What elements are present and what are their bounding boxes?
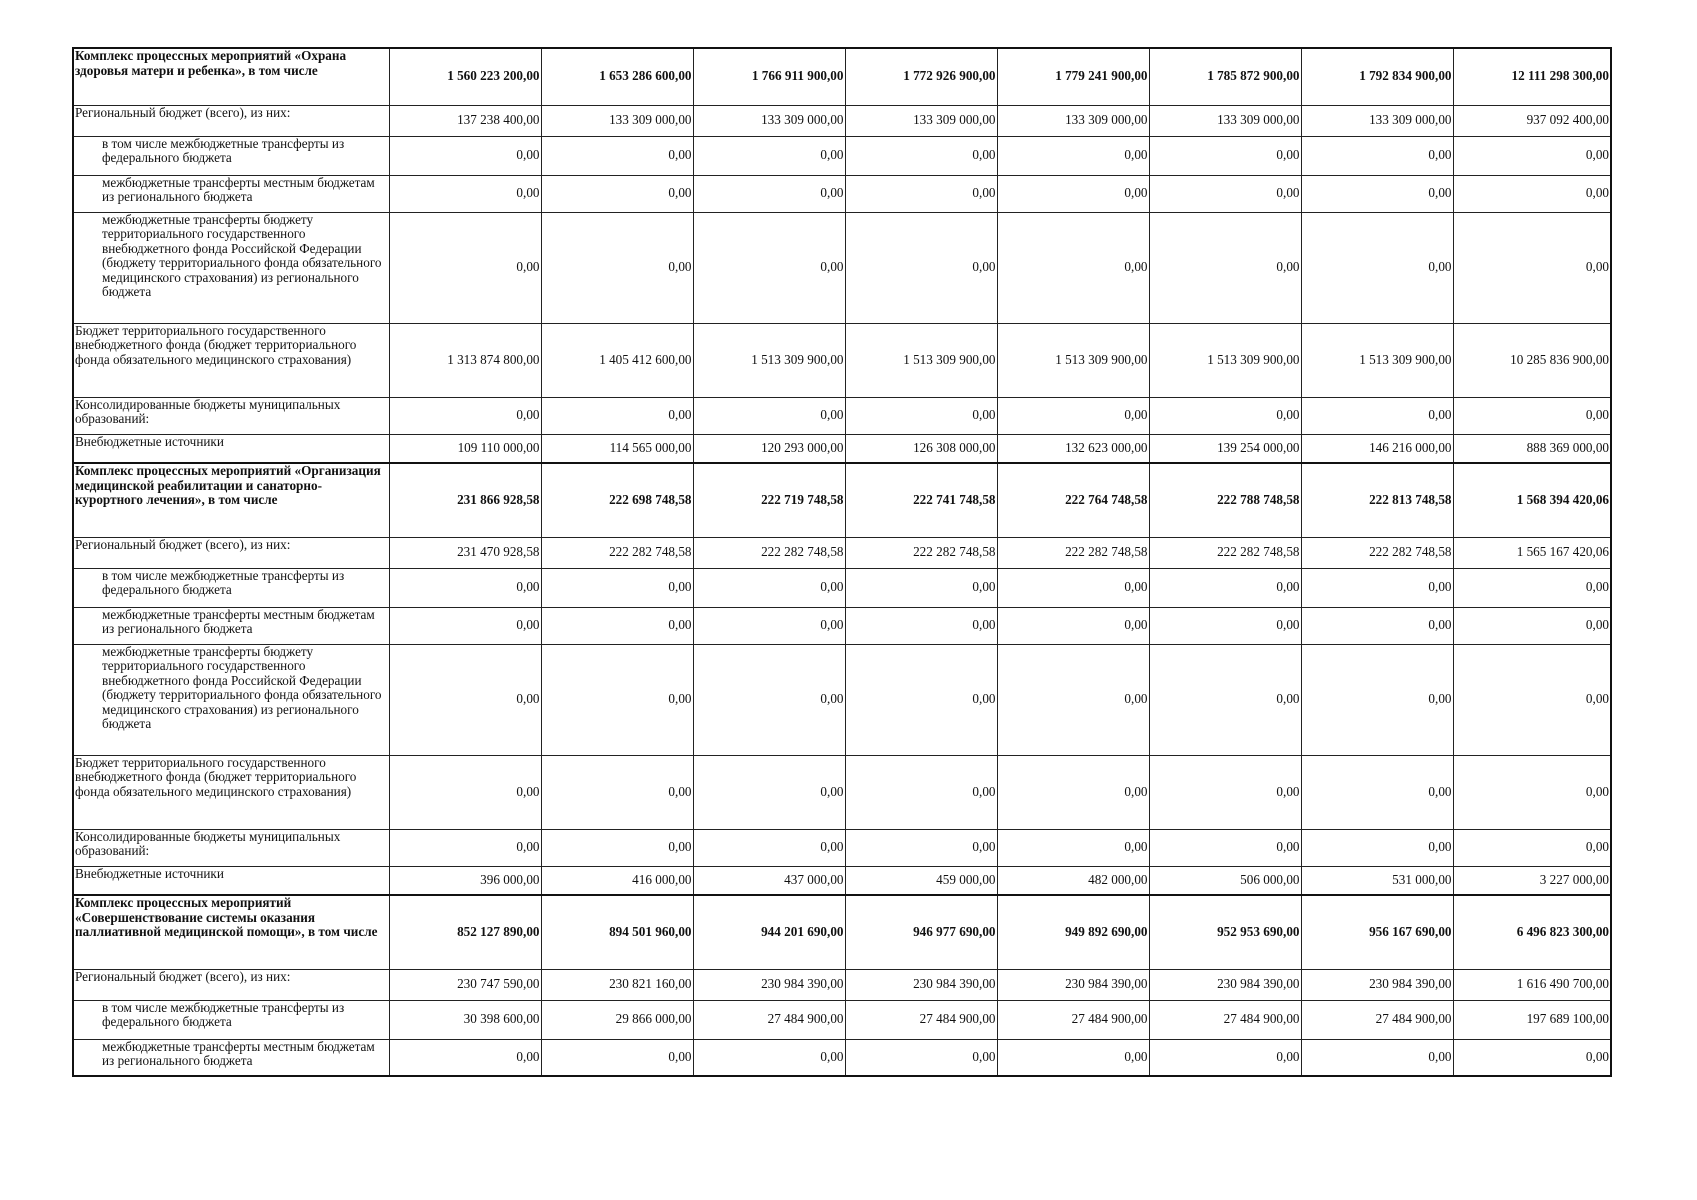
value-cell: 482 000,00 <box>997 866 1149 895</box>
value-cell: 1 766 911 900,00 <box>693 48 845 105</box>
value-cell: 506 000,00 <box>1149 866 1301 895</box>
row-label: Консолидированные бюджеты муниципальных образований: <box>73 829 389 866</box>
value-cell: 0,00 <box>997 397 1149 434</box>
value-cell: 0,00 <box>693 136 845 175</box>
total-cell: 6 496 823 300,00 <box>1453 895 1611 969</box>
value-cell: 0,00 <box>693 568 845 607</box>
value-cell: 0,00 <box>1301 607 1453 644</box>
value-cell: 0,00 <box>845 1039 997 1076</box>
value-cell: 0,00 <box>1149 175 1301 212</box>
value-cell: 459 000,00 <box>845 866 997 895</box>
value-cell: 0,00 <box>693 175 845 212</box>
value-cell: 0,00 <box>997 1039 1149 1076</box>
value-cell: 27 484 900,00 <box>693 1000 845 1039</box>
table-row <box>73 644 1611 755</box>
row-label: Бюджет территориального государственного внебюджетного фонда (бюджет территориального фонда обязательного медицинского страхования) <box>73 323 389 397</box>
value-cell: 222 282 748,58 <box>997 537 1149 568</box>
row-label: Комплекс процессных мероприятий «Совершенствование системы оказания паллиативной медицинской помощи», в том числе <box>73 895 389 969</box>
total-cell: 1 565 167 420,06 <box>1453 537 1611 568</box>
value-cell: 0,00 <box>845 212 997 323</box>
row-label: межбюджетные трансферты бюджету территориального государственного внебюджетного фонда Российской Федерации (бюджету территориального фонда обязательного медицинского страхования) из регионального бюджета <box>73 212 389 323</box>
table-row <box>73 829 1611 866</box>
row-label: Комплекс процессных мероприятий «Организация медицинской реабилитации и санаторно-курортного лечения», в том числе <box>73 463 389 537</box>
value-cell: 0,00 <box>997 644 1149 755</box>
value-cell: 0,00 <box>845 175 997 212</box>
value-cell: 0,00 <box>1149 607 1301 644</box>
value-cell: 952 953 690,00 <box>1149 895 1301 969</box>
table-row <box>73 105 1611 136</box>
total-cell: 10 285 836 900,00 <box>1453 323 1611 397</box>
value-cell: 0,00 <box>1301 755 1453 829</box>
value-cell: 222 698 748,58 <box>541 463 693 537</box>
value-cell: 0,00 <box>541 755 693 829</box>
value-cell: 27 484 900,00 <box>845 1000 997 1039</box>
value-cell: 222 282 748,58 <box>541 537 693 568</box>
value-cell: 0,00 <box>1301 397 1453 434</box>
value-cell: 852 127 890,00 <box>389 895 541 969</box>
value-cell: 0,00 <box>845 136 997 175</box>
row-label: Региональный бюджет (всего), из них: <box>73 105 389 136</box>
row-label: Региональный бюджет (всего), из них: <box>73 969 389 1000</box>
row-label: Консолидированные бюджеты муниципальных образований: <box>73 397 389 434</box>
table-row <box>73 323 1611 397</box>
value-cell: 1 653 286 600,00 <box>541 48 693 105</box>
value-cell: 137 238 400,00 <box>389 105 541 136</box>
value-cell: 139 254 000,00 <box>1149 434 1301 463</box>
table-row <box>73 866 1611 895</box>
value-cell: 0,00 <box>1301 136 1453 175</box>
table-row <box>73 136 1611 175</box>
value-cell: 0,00 <box>541 829 693 866</box>
value-cell: 0,00 <box>693 755 845 829</box>
value-cell: 0,00 <box>997 568 1149 607</box>
value-cell: 133 309 000,00 <box>997 105 1149 136</box>
value-cell: 0,00 <box>541 136 693 175</box>
value-cell: 0,00 <box>541 212 693 323</box>
value-cell: 0,00 <box>389 607 541 644</box>
value-cell: 222 719 748,58 <box>693 463 845 537</box>
value-cell: 1 513 309 900,00 <box>997 323 1149 397</box>
value-cell: 0,00 <box>1149 568 1301 607</box>
total-cell: 0,00 <box>1453 755 1611 829</box>
total-cell: 0,00 <box>1453 212 1611 323</box>
value-cell: 0,00 <box>1149 755 1301 829</box>
value-cell: 230 984 390,00 <box>997 969 1149 1000</box>
value-cell: 946 977 690,00 <box>845 895 997 969</box>
value-cell: 1 513 309 900,00 <box>845 323 997 397</box>
value-cell: 949 892 690,00 <box>997 895 1149 969</box>
value-cell: 0,00 <box>845 607 997 644</box>
row-label: межбюджетные трансферты местным бюджетам из регионального бюджета <box>73 1039 389 1076</box>
value-cell: 1 313 874 800,00 <box>389 323 541 397</box>
value-cell: 222 764 748,58 <box>997 463 1149 537</box>
value-cell: 29 866 000,00 <box>541 1000 693 1039</box>
row-label: межбюджетные трансферты местным бюджетам из регионального бюджета <box>73 607 389 644</box>
value-cell: 132 623 000,00 <box>997 434 1149 463</box>
value-cell: 0,00 <box>1149 829 1301 866</box>
value-cell: 27 484 900,00 <box>1149 1000 1301 1039</box>
value-cell: 0,00 <box>997 829 1149 866</box>
value-cell: 0,00 <box>1149 1039 1301 1076</box>
value-cell: 0,00 <box>997 212 1149 323</box>
value-cell: 0,00 <box>389 1039 541 1076</box>
total-cell: 0,00 <box>1453 136 1611 175</box>
value-cell: 0,00 <box>389 755 541 829</box>
value-cell: 0,00 <box>541 397 693 434</box>
value-cell: 0,00 <box>693 212 845 323</box>
value-cell: 222 282 748,58 <box>1149 537 1301 568</box>
value-cell: 0,00 <box>997 136 1149 175</box>
value-cell: 0,00 <box>389 829 541 866</box>
value-cell: 531 000,00 <box>1301 866 1453 895</box>
total-cell: 12 111 298 300,00 <box>1453 48 1611 105</box>
value-cell: 0,00 <box>541 607 693 644</box>
value-cell: 437 000,00 <box>693 866 845 895</box>
budget-table <box>72 47 1612 1077</box>
total-cell: 3 227 000,00 <box>1453 866 1611 895</box>
value-cell: 222 788 748,58 <box>1149 463 1301 537</box>
value-cell: 133 309 000,00 <box>1301 105 1453 136</box>
table-row <box>73 212 1611 323</box>
total-cell: 937 092 400,00 <box>1453 105 1611 136</box>
value-cell: 0,00 <box>1301 829 1453 866</box>
table-section-row <box>73 463 1611 537</box>
value-cell: 0,00 <box>693 1039 845 1076</box>
value-cell: 0,00 <box>1149 136 1301 175</box>
value-cell: 27 484 900,00 <box>997 1000 1149 1039</box>
value-cell: 0,00 <box>541 568 693 607</box>
value-cell: 0,00 <box>1301 175 1453 212</box>
value-cell: 222 813 748,58 <box>1301 463 1453 537</box>
total-cell: 0,00 <box>1453 644 1611 755</box>
value-cell: 0,00 <box>693 644 845 755</box>
total-cell: 1 568 394 420,06 <box>1453 463 1611 537</box>
table-body <box>73 48 1611 1076</box>
value-cell: 231 866 928,58 <box>389 463 541 537</box>
total-cell: 888 369 000,00 <box>1453 434 1611 463</box>
value-cell: 27 484 900,00 <box>1301 1000 1453 1039</box>
table-row <box>73 568 1611 607</box>
value-cell: 0,00 <box>1149 644 1301 755</box>
value-cell: 109 110 000,00 <box>389 434 541 463</box>
value-cell: 133 309 000,00 <box>541 105 693 136</box>
value-cell: 30 398 600,00 <box>389 1000 541 1039</box>
value-cell: 1 560 223 200,00 <box>389 48 541 105</box>
table-row <box>73 537 1611 568</box>
row-label: в том числе межбюджетные трансферты из федерального бюджета <box>73 136 389 175</box>
total-cell: 0,00 <box>1453 1039 1611 1076</box>
row-label: Внебюджетные источники <box>73 434 389 463</box>
value-cell: 0,00 <box>1149 397 1301 434</box>
value-cell: 0,00 <box>1301 1039 1453 1076</box>
table-section-row <box>73 895 1611 969</box>
value-cell: 230 821 160,00 <box>541 969 693 1000</box>
total-cell: 1 616 490 700,00 <box>1453 969 1611 1000</box>
table-row <box>73 397 1611 434</box>
value-cell: 1 772 926 900,00 <box>845 48 997 105</box>
value-cell: 0,00 <box>389 136 541 175</box>
row-label: в том числе межбюджетные трансферты из федерального бюджета <box>73 1000 389 1039</box>
value-cell: 1 779 241 900,00 <box>997 48 1149 105</box>
value-cell: 956 167 690,00 <box>1301 895 1453 969</box>
total-cell: 0,00 <box>1453 568 1611 607</box>
value-cell: 0,00 <box>1301 212 1453 323</box>
value-cell: 1 785 872 900,00 <box>1149 48 1301 105</box>
value-cell: 0,00 <box>845 397 997 434</box>
value-cell: 222 282 748,58 <box>845 537 997 568</box>
value-cell: 1 513 309 900,00 <box>693 323 845 397</box>
value-cell: 0,00 <box>997 607 1149 644</box>
row-label: в том числе межбюджетные трансферты из федерального бюджета <box>73 568 389 607</box>
value-cell: 944 201 690,00 <box>693 895 845 969</box>
table-row <box>73 607 1611 644</box>
value-cell: 230 984 390,00 <box>693 969 845 1000</box>
row-label: межбюджетные трансферты местным бюджетам из регионального бюджета <box>73 175 389 212</box>
value-cell: 0,00 <box>693 397 845 434</box>
value-cell: 133 309 000,00 <box>1149 105 1301 136</box>
value-cell: 230 984 390,00 <box>845 969 997 1000</box>
value-cell: 0,00 <box>1149 212 1301 323</box>
table-row <box>73 175 1611 212</box>
value-cell: 1 513 309 900,00 <box>1301 323 1453 397</box>
value-cell: 0,00 <box>541 1039 693 1076</box>
value-cell: 0,00 <box>389 397 541 434</box>
value-cell: 0,00 <box>693 607 845 644</box>
value-cell: 0,00 <box>693 829 845 866</box>
row-label: межбюджетные трансферты бюджету территориального государственного внебюджетного фонда Российской Федерации (бюджету территориального фонда обязательного медицинского страхования) из регионального бюджета <box>73 644 389 755</box>
value-cell: 230 984 390,00 <box>1149 969 1301 1000</box>
table-row <box>73 755 1611 829</box>
value-cell: 0,00 <box>389 175 541 212</box>
value-cell: 0,00 <box>845 829 997 866</box>
value-cell: 1 792 834 900,00 <box>1301 48 1453 105</box>
value-cell: 146 216 000,00 <box>1301 434 1453 463</box>
total-cell: 0,00 <box>1453 607 1611 644</box>
row-label: Бюджет территориального государственного внебюджетного фонда (бюджет территориального фонда обязательного медицинского страхования) <box>73 755 389 829</box>
value-cell: 133 309 000,00 <box>693 105 845 136</box>
value-cell: 396 000,00 <box>389 866 541 895</box>
value-cell: 222 282 748,58 <box>693 537 845 568</box>
value-cell: 1 513 309 900,00 <box>1149 323 1301 397</box>
value-cell: 0,00 <box>389 568 541 607</box>
value-cell: 222 741 748,58 <box>845 463 997 537</box>
row-label: Комплекс процессных мероприятий «Охрана здоровья матери и ребенка», в том числе <box>73 48 389 105</box>
row-label: Региональный бюджет (всего), из них: <box>73 537 389 568</box>
value-cell: 416 000,00 <box>541 866 693 895</box>
value-cell: 0,00 <box>1301 568 1453 607</box>
value-cell: 0,00 <box>845 644 997 755</box>
value-cell: 0,00 <box>845 755 997 829</box>
total-cell: 0,00 <box>1453 175 1611 212</box>
value-cell: 230 747 590,00 <box>389 969 541 1000</box>
value-cell: 0,00 <box>997 175 1149 212</box>
value-cell: 230 984 390,00 <box>1301 969 1453 1000</box>
value-cell: 0,00 <box>845 568 997 607</box>
total-cell: 197 689 100,00 <box>1453 1000 1611 1039</box>
table-section-row <box>73 48 1611 105</box>
table-row <box>73 969 1611 1000</box>
value-cell: 0,00 <box>389 212 541 323</box>
value-cell: 133 309 000,00 <box>845 105 997 136</box>
value-cell: 0,00 <box>541 644 693 755</box>
value-cell: 222 282 748,58 <box>1301 537 1453 568</box>
row-label: Внебюджетные источники <box>73 866 389 895</box>
value-cell: 894 501 960,00 <box>541 895 693 969</box>
value-cell: 0,00 <box>541 175 693 212</box>
value-cell: 0,00 <box>997 755 1149 829</box>
value-cell: 126 308 000,00 <box>845 434 997 463</box>
value-cell: 231 470 928,58 <box>389 537 541 568</box>
value-cell: 1 405 412 600,00 <box>541 323 693 397</box>
table-row <box>73 1039 1611 1076</box>
table-row <box>73 434 1611 463</box>
value-cell: 120 293 000,00 <box>693 434 845 463</box>
total-cell: 0,00 <box>1453 829 1611 866</box>
value-cell: 114 565 000,00 <box>541 434 693 463</box>
total-cell: 0,00 <box>1453 397 1611 434</box>
value-cell: 0,00 <box>389 644 541 755</box>
table-row <box>73 1000 1611 1039</box>
value-cell: 0,00 <box>1301 644 1453 755</box>
